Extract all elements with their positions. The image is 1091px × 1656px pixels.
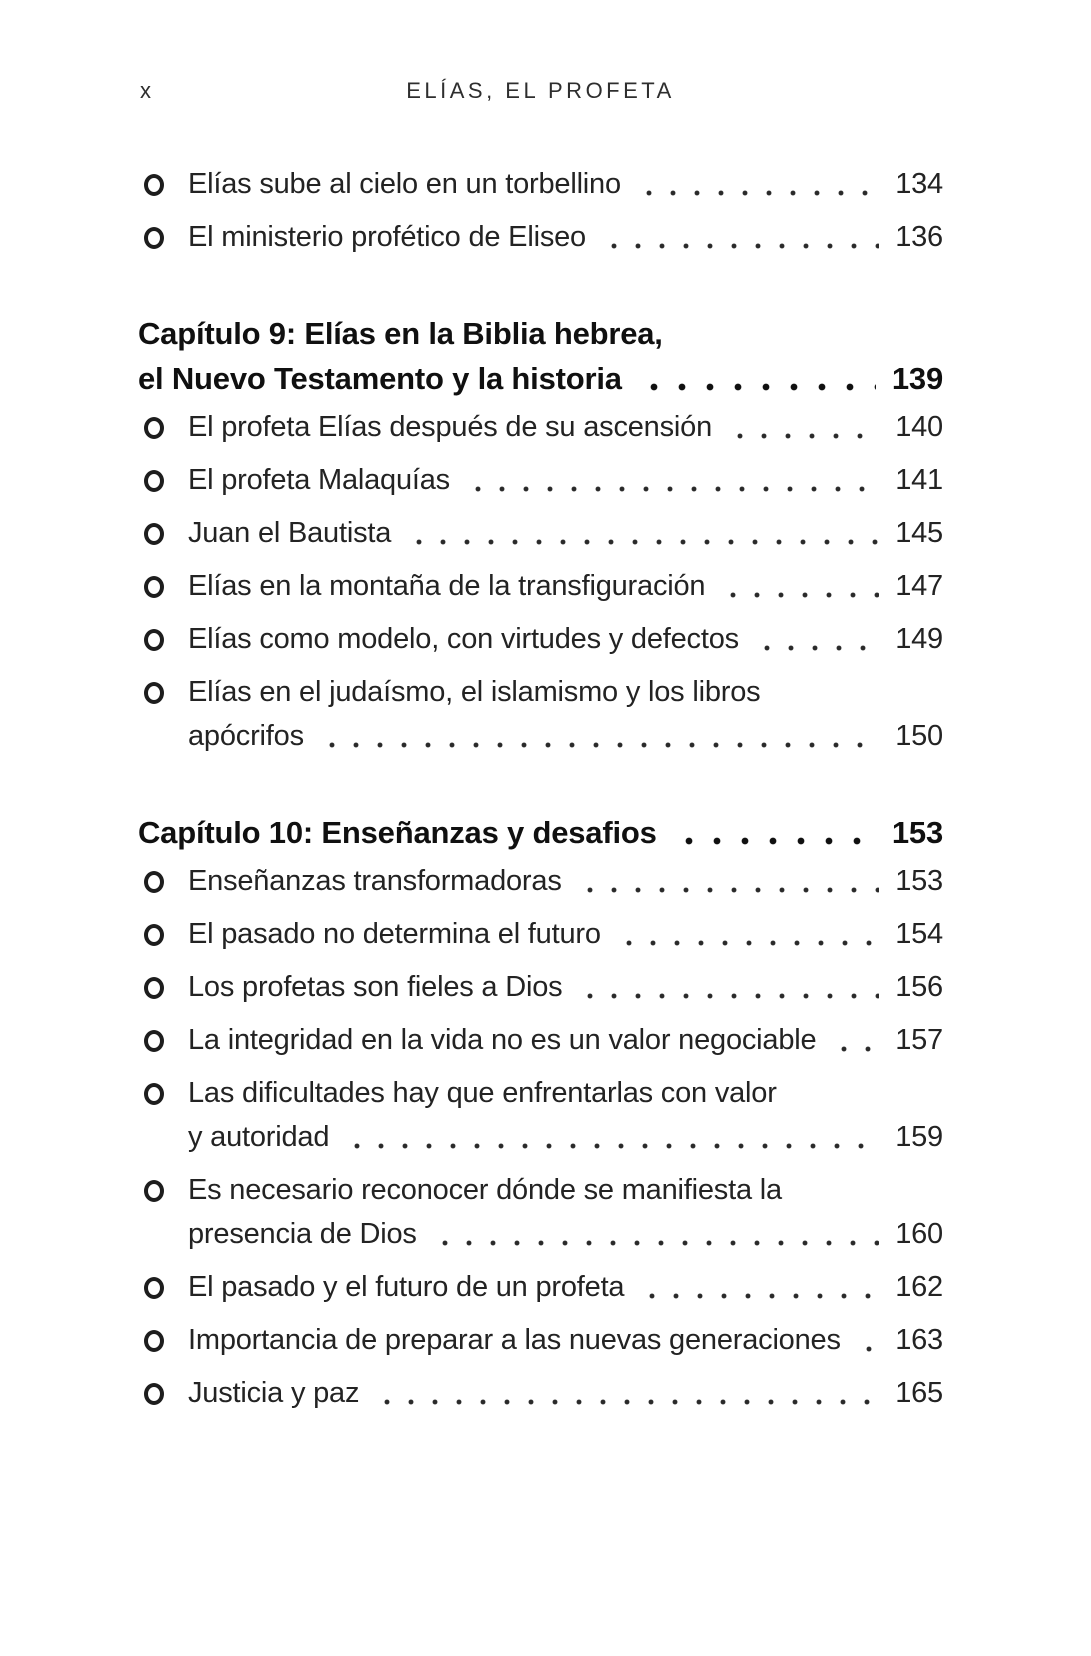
entry-page-number: 150 (895, 720, 943, 752)
dot-leader (636, 1265, 879, 1309)
toc-section-chapter-9 (138, 311, 943, 758)
entry-page-number: 153 (895, 865, 943, 897)
entry-title: El profeta Malaquías (188, 464, 450, 496)
bullet-icon (144, 174, 164, 196)
bullet-icon (144, 629, 164, 651)
bullet-icon (144, 977, 164, 999)
entry-page-number: 165 (895, 1377, 943, 1409)
toc-entry (138, 564, 943, 608)
entry-title: Elías en la montaña de la transfiguración (188, 570, 706, 602)
entry-page-number: 157 (895, 1024, 943, 1056)
entry-page-number: 140 (895, 411, 943, 443)
entry-title: Juan el Bautista (188, 517, 392, 549)
chapter-title-line: Capítulo 9: Elías en la Biblia hebrea, (138, 316, 663, 351)
chapter-heading (138, 311, 943, 401)
toc-entry (138, 670, 943, 758)
entry-page-number: 136 (895, 221, 943, 253)
entry-page-number: 134 (895, 168, 943, 200)
entry-page-number: 163 (895, 1324, 943, 1356)
entry-title: La integridad en la vida no es un valor negociable (188, 1024, 817, 1056)
dot-leader (341, 1115, 879, 1159)
chapter-title-line: el Nuevo Testamento y la historia (138, 361, 622, 396)
dot-leader (429, 1212, 879, 1256)
entry-title: Es necesario reconocer dónde se manifiesta la (188, 1174, 782, 1206)
bullet-icon (144, 1383, 164, 1405)
entry-title: El pasado y el futuro de un profeta (188, 1271, 625, 1303)
toc-entry (138, 1265, 943, 1309)
chapter-page-number: 139 (891, 361, 943, 396)
entry-title: Justicia y paz (188, 1377, 360, 1409)
bullet-icon (144, 227, 164, 249)
toc-entry (138, 511, 943, 555)
entry-title: El pasado no determina el futuro (188, 918, 601, 950)
toc-entry (138, 617, 943, 661)
toc-entry (138, 1318, 943, 1362)
dot-leader (636, 356, 876, 401)
bullet-icon (144, 1277, 164, 1299)
dot-leader (403, 511, 879, 555)
dot-leader (613, 912, 879, 956)
page-header (138, 76, 943, 106)
entry-page-number: 149 (895, 623, 943, 655)
toc-entry (138, 912, 943, 956)
page-content (138, 76, 943, 1415)
dot-leader (828, 1018, 879, 1062)
entry-title: Enseñanzas transformadoras (188, 865, 562, 897)
dot-leader (462, 458, 879, 502)
entry-page-number: 145 (895, 517, 943, 549)
toc-section-chapter-10 (138, 810, 943, 1415)
entry-title: Los profetas son fieles a Dios (188, 971, 563, 1003)
bullet-icon (144, 576, 164, 598)
dot-leader (316, 714, 879, 758)
dot-leader (751, 617, 879, 661)
bullet-icon (144, 871, 164, 893)
entry-title: El profeta Elías después de su ascensión (188, 411, 712, 443)
entry-page-number: 156 (895, 971, 943, 1003)
toc-entry (138, 859, 943, 903)
entry-page-number: 159 (895, 1121, 943, 1153)
entry-title: Elías como modelo, con virtudes y defectos (188, 623, 739, 655)
toc-entry (138, 215, 943, 259)
dot-leader (724, 405, 879, 449)
chapter-title-line: Capítulo 10: Enseñanzas y desafios (138, 815, 657, 850)
dot-leader (633, 162, 879, 206)
dot-leader (371, 1371, 879, 1415)
entry-page-number: 147 (895, 570, 943, 602)
bullet-icon (144, 1330, 164, 1352)
toc-entry (138, 1018, 943, 1062)
dot-leader (853, 1318, 879, 1362)
toc-entry (138, 405, 943, 449)
entry-title: Importancia de preparar a las nuevas generaciones (188, 1324, 841, 1356)
folio-page-number: x (140, 78, 151, 103)
bullet-icon (144, 523, 164, 545)
bullet-icon (144, 470, 164, 492)
running-head: ELÍAS, EL PROFETA (406, 78, 675, 103)
bullet-icon (144, 1083, 164, 1105)
toc-entry (138, 162, 943, 206)
entry-page-number: 162 (895, 1271, 943, 1303)
entry-title-continuation: apócrifos (188, 720, 304, 752)
entry-title: El ministerio profético de Eliseo (188, 221, 586, 253)
toc-entry (138, 965, 943, 1009)
dot-leader (671, 810, 876, 855)
table-of-contents (138, 162, 943, 1415)
entry-title: Elías sube al cielo en un torbellino (188, 168, 621, 200)
dot-leader (717, 564, 879, 608)
entry-title-continuation: y autoridad (188, 1121, 330, 1153)
dot-leader (574, 859, 880, 903)
entry-page-number: 154 (895, 918, 943, 950)
chapter-page-number: 153 (891, 815, 943, 850)
dot-leader (574, 965, 879, 1009)
bullet-icon (144, 1030, 164, 1052)
bullet-icon (144, 417, 164, 439)
toc-section-previous-chapter (138, 162, 943, 259)
toc-entry (138, 1168, 943, 1256)
bullet-icon (144, 1180, 164, 1202)
entry-page-number: 160 (895, 1218, 943, 1250)
dot-leader (598, 215, 879, 259)
bullet-icon (144, 682, 164, 704)
entry-title: Elías en el judaísmo, el islamismo y los libros (188, 676, 761, 708)
entry-page-number: 141 (895, 464, 943, 496)
entry-title-continuation: presencia de Dios (188, 1218, 417, 1250)
bullet-icon (144, 924, 164, 946)
toc-entry (138, 1071, 943, 1159)
entry-title: Las dificultades hay que enfrentarlas con valor (188, 1077, 777, 1109)
toc-entry (138, 458, 943, 502)
toc-entry (138, 1371, 943, 1415)
chapter-heading (138, 810, 943, 855)
